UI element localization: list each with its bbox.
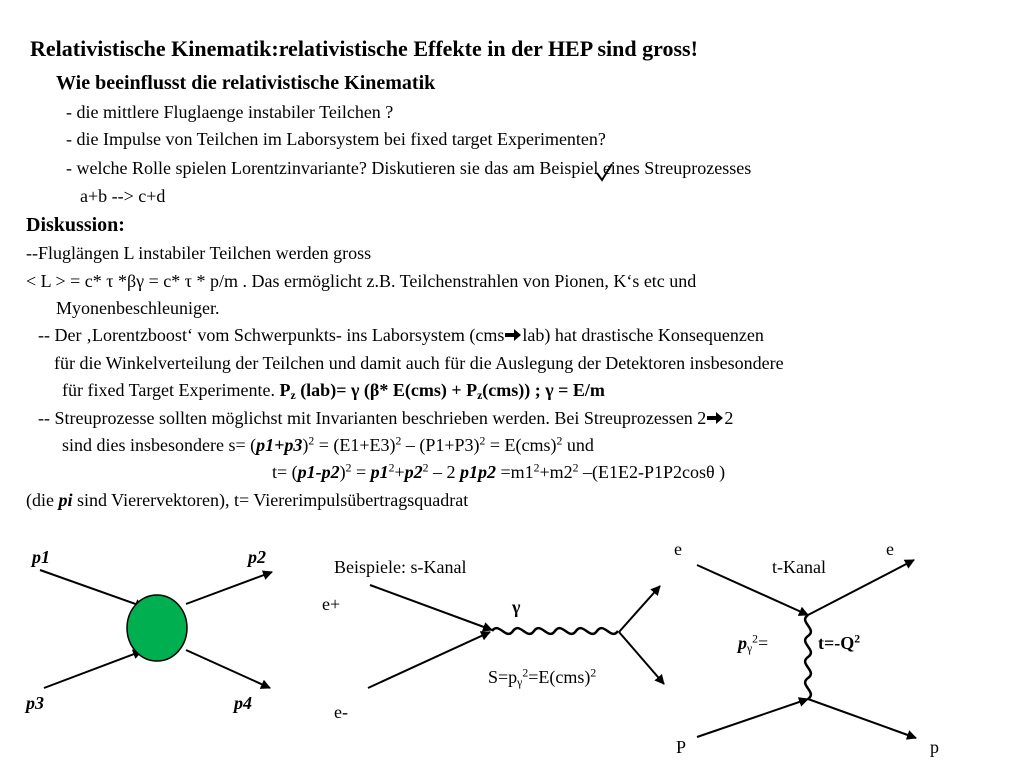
line-e-plus bbox=[370, 585, 492, 630]
s-formula: $S=p_\gamma^2=E(cms)^2$ bbox=[488, 666, 597, 689]
check-mark-icon bbox=[597, 164, 612, 180]
t-channel-caption: t-Kanal bbox=[772, 557, 826, 577]
boost-formula: $P_z$ (lab)= γ (β* $E(cms) + P_z(cms)$) ; γ = E/m bbox=[279, 380, 605, 402]
t-channel-diagram bbox=[697, 557, 916, 738]
line-p4 bbox=[186, 650, 270, 688]
line-out-up bbox=[619, 586, 660, 632]
discussion-line-10: (die pi sind Vierervektoren), t= Viererimpulsübertragsquadrat bbox=[26, 490, 469, 510]
invariants-text: -- Streuprozesse sollten möglichst mit Invarianten beschrieben werden. Bei Streuprozessen 2 bbox=[38, 408, 707, 428]
label-p3: p3 bbox=[26, 693, 44, 713]
line-e-minus bbox=[368, 632, 490, 688]
question-2: - die Impulse von Teilchen im Laborsystem bei fixed target Experimenten? bbox=[66, 129, 606, 149]
label-p: p bbox=[930, 737, 939, 757]
page-title: Relativistische Kinematik:relativistische Effekte in der HEP sind gross! bbox=[30, 36, 698, 61]
label-e-right: e bbox=[886, 539, 894, 559]
reaction: a+b --> c+d bbox=[80, 186, 166, 206]
discussion-line-2: < L > = c* τ *βγ = c* τ * p/m . Das ermöglicht z.B. Teilchenstrahlen von Pionen, K‘s etc und bbox=[26, 271, 697, 291]
discussion-line-3: Myonenbeschleuniger. bbox=[56, 298, 220, 318]
line-p1 bbox=[40, 570, 144, 607]
discussion-line-9: $t= (p1-p2)^2 = p1^2+p2^2 - 2$ $p1p2 =m1^2+m2^2$ –(E1E2-P1P2cosθ ) bbox=[272, 461, 726, 482]
photon-momentum: $p_\gamma^2=$ bbox=[738, 632, 769, 655]
invariants-text-end: 2 bbox=[724, 408, 734, 428]
label-P: P bbox=[676, 737, 687, 757]
boost-text-b: lab) hat drastische Konsequenzen bbox=[522, 325, 764, 345]
t-formula: $t=-Q^2$ bbox=[818, 632, 861, 653]
label-p4: p4 bbox=[234, 693, 252, 713]
line-p-out bbox=[808, 699, 916, 738]
line-p3 bbox=[44, 651, 142, 688]
question-1: - die mittlere Fluglaenge instabiler Teilchen ? bbox=[66, 102, 394, 122]
line-p2 bbox=[186, 572, 272, 604]
label-e-left: e bbox=[674, 539, 682, 559]
line-out-down bbox=[619, 632, 664, 684]
photon-line-t bbox=[805, 615, 811, 699]
photon-line-s bbox=[492, 628, 618, 634]
line-P-in bbox=[697, 699, 808, 737]
fixed-target-text: für fixed Target Experimente. bbox=[62, 380, 275, 400]
page-subtitle: Wie beeinflusst die relativistische Kinematik bbox=[56, 72, 436, 94]
interaction-blob bbox=[127, 595, 187, 661]
label-gamma: γ bbox=[512, 597, 521, 617]
s-channel-caption: Beispiele: s-Kanal bbox=[334, 557, 467, 577]
discussion-line-1: --Fluglängen L instabiler Teilchen werden gross bbox=[26, 243, 372, 263]
scattering-diagram bbox=[40, 570, 272, 688]
boost-text-a: -- Der ‚Lorentzboost‘ vom Schwerpunkts- ins Laborsystem (cms bbox=[38, 325, 505, 345]
label-p2: p2 bbox=[248, 547, 266, 567]
label-p1: p1 bbox=[32, 547, 50, 567]
discussion-line-5: für die Winkelverteilung der Teilchen und damit auch für die Auslegung der Detektoren insbesondere bbox=[54, 353, 784, 373]
label-e-minus: e- bbox=[334, 702, 348, 722]
question-3: - welche Rolle spielen Lorentzinvariante? Diskutieren sie das am Beispiel eines Streuprozesses bbox=[66, 158, 752, 178]
discussion-heading: Diskussion: bbox=[26, 214, 125, 236]
label-e-plus: e+ bbox=[322, 594, 341, 614]
discussion-line-8: sind dies insbesondere $s= (p1+p3)^2 = (E1+E3)^2 - (P1+P3)^2 = E(cms)^2$ und bbox=[62, 434, 594, 455]
